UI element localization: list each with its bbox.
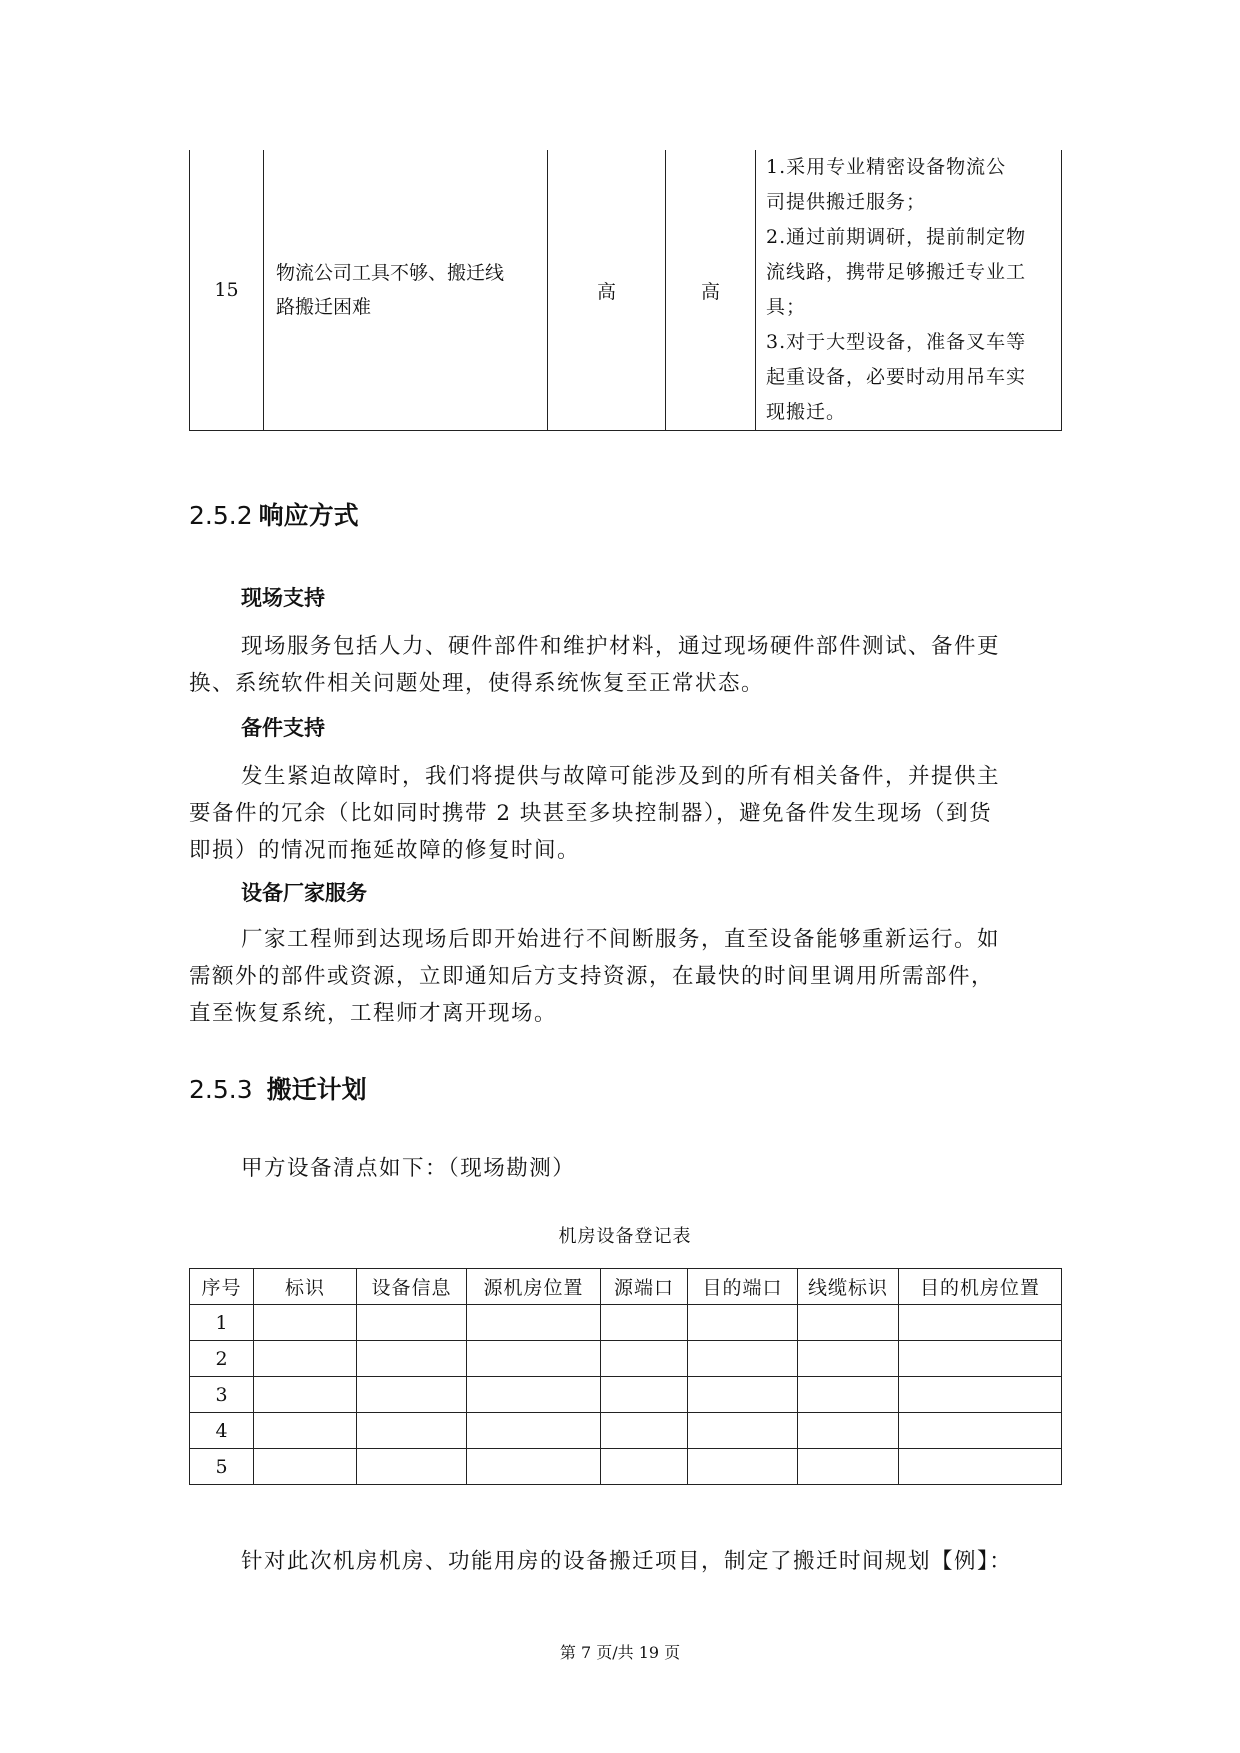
measure-line: 1.采用专业精密设备物流公 [766,156,1007,178]
section-heading-252 [189,496,359,532]
column-header: 标识 [254,1269,357,1305]
section-heading-253 [189,1070,367,1106]
closing-text [241,1543,1125,1580]
column-header: 源端口 [601,1269,688,1305]
paragraph-line: 直至恢复系统，工程师才离开现场。 [189,1001,558,1026]
table-row [190,1413,1062,1449]
paragraph-line: 要备件的冗余（比如同时携带 2 块甚至多块控制器），避免备件发生现场（到货 [189,801,993,826]
subheading-vendor: 设备厂家服务 [241,880,367,905]
paragraph-line: 发生紧迫故障时，我们将提供与故障可能涉及到的所有相关备件，并提供主 [241,764,1001,789]
paragraph-line: 针对此次机房机房、功能用房的设备搬迁项目，制定了搬迁时间规划【例】： [241,1549,1013,1574]
column-header: 设备信息 [357,1269,467,1305]
section-title: 搬迁计划 [266,1075,367,1104]
measure-line: 司提供搬迁服务； [766,191,927,213]
table-row [190,1377,1062,1413]
equipment-register-table [189,1268,1062,1485]
risk-impact: 高 [666,150,756,431]
risk-measures [756,150,1062,431]
column-header: 序号 [190,1269,254,1305]
paragraph-line: 即损）的情况而拖延故障的修复时间。 [189,838,581,863]
row-number: 3 [190,1377,254,1413]
row-number: 1 [190,1305,254,1341]
column-header: 目的端口 [688,1269,798,1305]
risk-description [264,150,548,431]
measure-line: 具； [766,296,807,318]
column-header: 源机房位置 [467,1269,601,1305]
measure-line: 2.通过前期调研，提前制定物 [766,226,1027,248]
row-number: 5 [190,1449,254,1485]
risk-table [189,150,1062,431]
subheading-onsite: 现场支持 [241,585,325,610]
paragraph-line: 换、系统软件相关问题处理，使得系统恢复至正常状态。 [189,671,765,696]
paragraph-spare [189,758,1073,869]
column-header: 线缆标识 [798,1269,899,1305]
table-row [190,150,1062,431]
column-header: 目的机房位置 [899,1269,1062,1305]
table-row [190,1449,1062,1485]
paragraph-line: 甲方设备清点如下：（现场勘测） [241,1156,576,1181]
table-caption: 机房设备登记表 [558,1226,692,1247]
risk-probability: 高 [548,150,666,431]
paragraph-onsite [189,628,1073,702]
paragraph-vendor [189,921,1073,1032]
risk-line: 物流公司工具不够、搬迁线 [276,262,505,284]
intro-text [241,1150,1125,1187]
section-title: 响应方式 [258,501,359,530]
risk-number: 15 [190,150,264,431]
paragraph-line: 厂家工程师到达现场后即开始进行不间断服务，直至设备能够重新运行。如 [241,927,1001,952]
measure-line: 流线路，携带足够搬迁专业工 [766,261,1027,283]
table-row [190,1341,1062,1377]
table-row [190,1305,1062,1341]
paragraph-line: 需额外的部件或资源，立即通知后方支持资源，在最快的时间里调用所需部件， [189,964,995,989]
measure-line: 3.对于大型设备，准备叉车等 [766,331,1027,353]
table-header-row [190,1269,1062,1305]
row-number: 4 [190,1413,254,1449]
section-number: 2.5.2 [189,501,253,530]
page-footer: 第 7 页/共 19 页 [559,1643,681,1662]
section-number: 2.5.3 [189,1075,253,1104]
row-number: 2 [190,1341,254,1377]
subheading-spare: 备件支持 [241,715,325,740]
risk-line: 路搬迁困难 [276,296,372,318]
measure-line: 起重设备，必要时动用吊车实 [766,366,1027,388]
measure-line: 现搬迁。 [766,401,847,423]
paragraph-line: 现场服务包括人力、硬件部件和维护材料，通过现场硬件部件测试、备件更 [241,634,1001,659]
